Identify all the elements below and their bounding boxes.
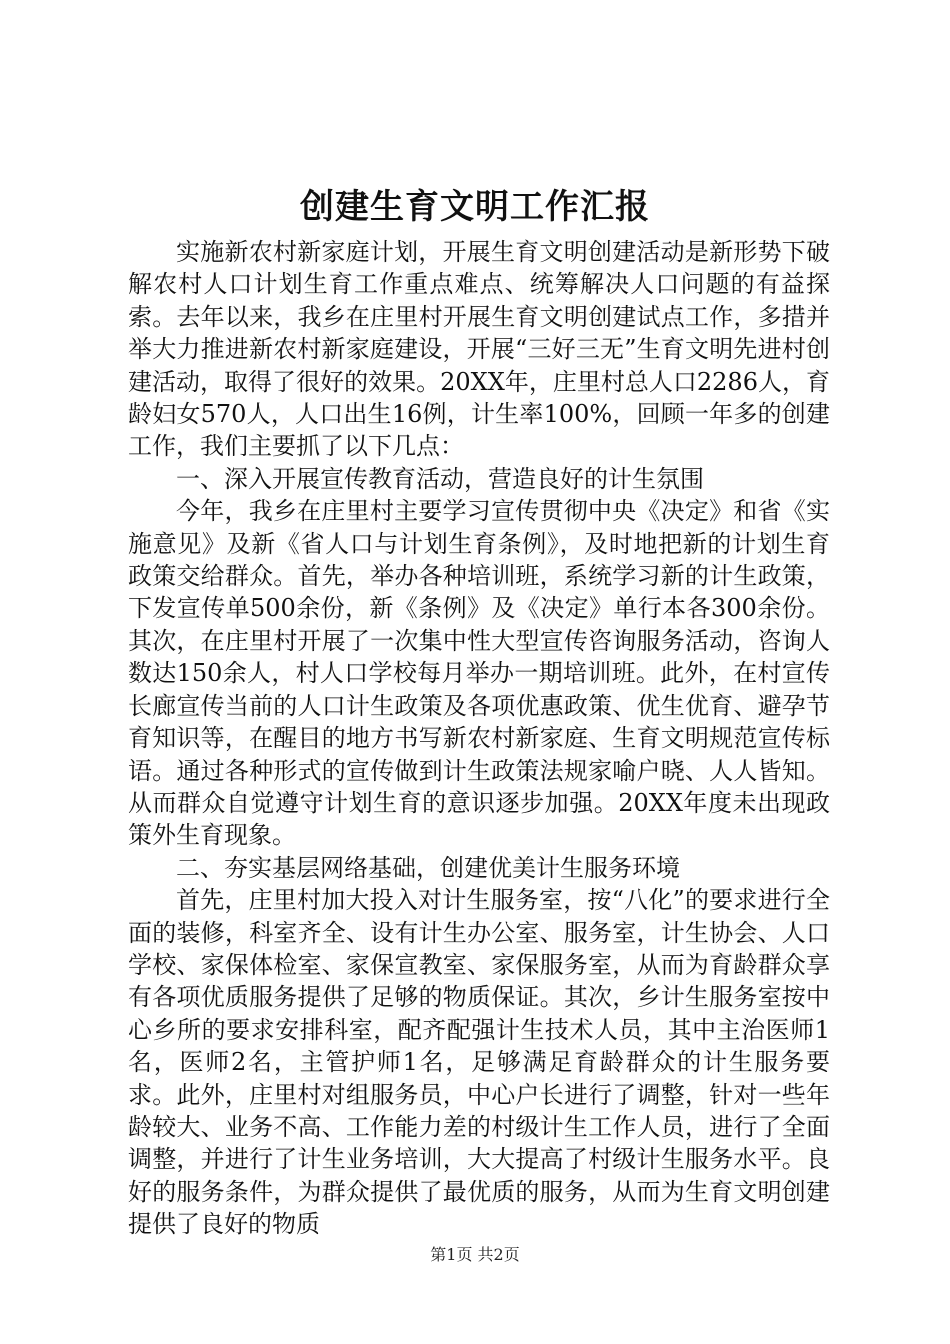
page-footer bbox=[0, 1243, 950, 1267]
document-body bbox=[128, 236, 830, 1241]
paragraph-section-1: 今年，我乡在庄里村主要学习宣传贯彻中央《决定》和省《实施意见》及新《省人口与计划生育条例》，及时地把新的计划生育政策交给群众。首先，举办各种培训班，系统学习新的计生政策，下发宣传单500余份，新《条例》及《决定》单行本各300余份。其次，在庄里村开展了一次集中性大型宣传咨询服务活动，咨询人数达150余人，村人口学校每月举办一期培训班。此外，在村宣传长廊宣传当前的人口计生政策及各项优惠政策、优生优育、避孕节育知识等，在醒目的地方书写新农村新家庭、生育文明规范宣传标语。通过各种形式的宣传做到计生政策法规家喻户晓、人人皆知。从而群众自觉遵守计划生育的意识逐步加强。20XX年度未出现政策外生育现象。 bbox=[128, 497, 830, 850]
page-number: 第1页 bbox=[430, 1245, 473, 1264]
paragraph-section-2: 首先，庄里村加大投入对计生服务室，按“八化”的要求进行全面的装修，科室齐全、设有计生办公室、服务室，计生协会、人口学校、家保体检室、家保宣教室、家保服务室，从而为育龄群众享有各项优质服务提供了足够的物质保证。其次，乡计生服务室按中心乡所的要求安排科室，配齐配强计生技术人员，其中主治医师1名，医师2名，主管护师1名，足够满足育龄群众的计生服务要求。此外，庄里村对组服务员，中心户长进行了调整，针对一些年龄较大、业务不高、工作能力差的村级计生工作人员，进行了全面调整，并进行了计生业务培训，大大提高了村级计生服务水平。良好的服务条件，为群众提供了最优质的服务，从而为生育文明创建提供了良好的物质 bbox=[128, 886, 830, 1239]
section-heading-2: 二、夯实基层网络基础，创建优美计生服务环境 bbox=[176, 853, 680, 882]
paragraph-intro: 实施新农村新家庭计划，开展生育文明创建活动是新形势下破解农村人口计划生育工作重点难点、统筹解决人口问题的有益探索。去年以来，我乡在庄里村开展生育文明创建试点工作，多措并举大力推进新农村新家庭建设，开展“三好三无”生育文明先进村创建活动，取得了很好的效果。20XX年，庄里村总人口2286人，育龄妇女570人，人口出生16例，计生率100%，回顾一年多的创建工作，我们主要抓了以下几点： bbox=[128, 238, 830, 461]
page-total: 共2页 bbox=[477, 1245, 520, 1264]
document-title: 创建生育文明工作汇报 bbox=[300, 187, 650, 227]
section-heading-1: 一、深入开展宣传教育活动，营造良好的计生氛围 bbox=[176, 464, 704, 493]
